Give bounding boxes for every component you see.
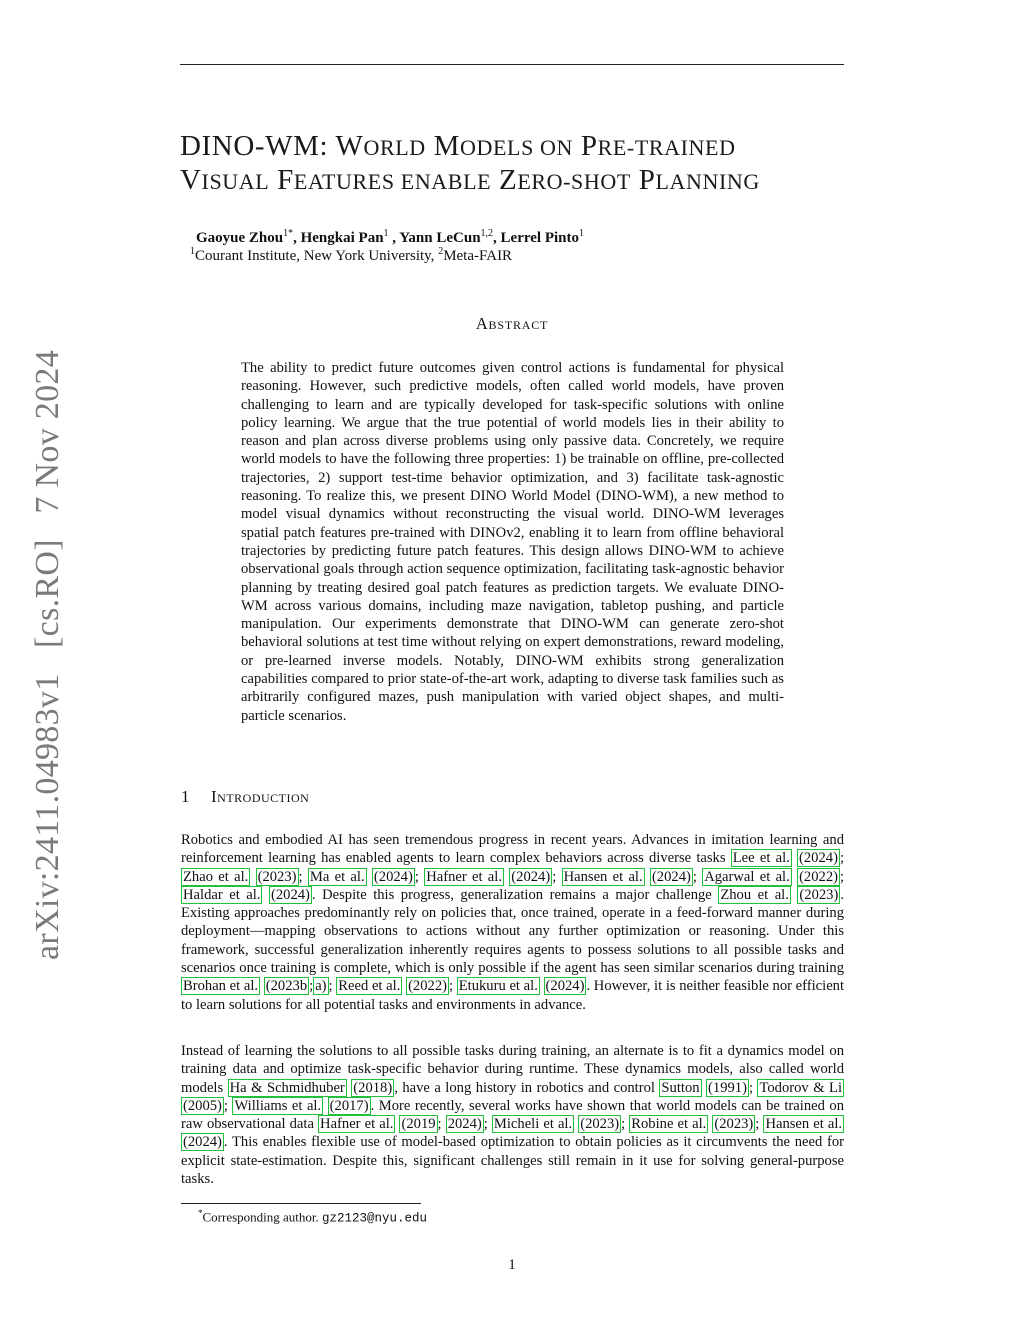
header-rule [180, 64, 844, 65]
paragraph-text: . This enables flexible use of model-based optimization to obtain policies as it circumvents the need for explicit state-estimation. Despite this, significant challenges still remain in it use for solving general-purpose tasks. [181, 1134, 844, 1188]
citation-link[interactable]: (2018) [353, 1079, 393, 1096]
arxiv-category: [cs.RO] [29, 539, 66, 648]
author-name: Lerrel Pinto [500, 230, 579, 246]
corresponding-mark: * [288, 228, 294, 239]
citation-link[interactable]: Zhao et al. [183, 868, 249, 885]
paragraph-text: . More recently, several works have shown that world models can be trained on raw observational data [181, 1097, 844, 1133]
paragraph-text: , have a long history in robotics and control [394, 1079, 660, 1096]
arxiv-stamp-container [24, 350, 72, 960]
paragraph-text: ; [552, 868, 562, 885]
citation-link[interactable]: Hansen et al. [765, 1116, 843, 1133]
paragraph-text: ; [483, 1116, 492, 1133]
author-name: Hengkai Pan [300, 230, 384, 246]
paragraph-text: Instead of learning the solutions to all possible tasks during training, an alternate is to fit a dynamics model on training data and optimize task-specific behavior during runtime. These dynamics models, also called world models [181, 1043, 844, 1096]
citation-link[interactable]: Ma et al. [309, 868, 365, 885]
paragraph-text: ; [437, 1116, 446, 1133]
intro-paragraph-2 [181, 1042, 844, 1188]
section-title: Introduction [211, 787, 310, 806]
section-heading [181, 787, 309, 807]
author-name: Yann LeCun [399, 230, 481, 246]
citation-link[interactable]: Agarwal et al. [704, 868, 790, 885]
author-name: Gaoyue Zhou [196, 230, 284, 246]
citation-link[interactable]: Haldar et al. [183, 886, 261, 903]
paragraph-text: ; [328, 978, 337, 995]
paper-title [180, 130, 860, 198]
citation-link[interactable]: Hafner et al. [426, 868, 502, 885]
citation-link[interactable]: (2017) [329, 1097, 369, 1114]
citation-link[interactable]: Zhou et al. [720, 886, 789, 903]
paragraph-text: ; [621, 1116, 630, 1133]
citation-link[interactable]: (2019 [401, 1116, 436, 1133]
citation-link[interactable]: a) [315, 978, 327, 995]
citation-link[interactable]: (1991) [708, 1079, 747, 1096]
author-list: Gaoyue Zhou$^{1*}$, Hengkai Pan$^1$ , Yann LeCun$^{1,2}$, Lerrel Pinto$^1$ [196, 228, 584, 246]
arxiv-id[interactable]: arXiv:2411.04983v1 [29, 673, 66, 960]
abstract-body: The ability to predict future outcomes given control actions is fundamental for physical reasoning. However, such predictive models, often called world models, have proven challenging to learn and are typically developed for task-specific solutions with online policy learning. We argue that the true potential of world models lies in their ability to reason and plan across diverse problems using only passive data. Concretely, we require world models to have the following three properties: 1) be trainable on offline, pre-collected trajectories, 2) support test-time behavior optimization, and 3) facilitate task-agnostic reasoning. To realize this, we present DINO World Model (DINO-WM), a new method to model visual dynamics without reconstructing the visual world. DINO-WM leverages spatial patch features pre-trained with DINOv2, enabling it to learn from offline behavioral trajectories by predicting future patch features. This design allows DINO-WM to achieve observational goals through action sequence optimization, facilitating task-agnostic behavior planning by treating desired goal patch features as prediction targets. We evaluate DINO-WM across various domains, including maze navigation, tabletop pushing, and particle manipulation. Our experiments demonstrate that DINO-WM can generate zero-shot behavioral solutions at test time without relying on expert demonstrations, reward modeling, or pre-learned inverse models. Notably, DINO-WM exhibits strong generalization capabilities compared to prior state-of-the-art work, adapting to diverse task families such as arbitrarily configured mazes, push manipulation with varied object shapes, and multi-particle scenarios. [241, 360, 784, 724]
citation-link[interactable]: (2024) [799, 850, 838, 867]
paragraph-text: . Existing approaches predominantly rely on policies that, once trained, operate in a feed-forward manner during deployment—mapping observations to actions without any further optimization or reasoning. Under this framework, successful generalization inherently requires agents to possess solutions to all possible tasks and scenarios once training is complete, which is only possible if the agent has seen similar scenarios during training [181, 886, 844, 977]
citation-link[interactable]: Hansen et al. [563, 868, 643, 885]
footnote: *Corresponding author. gz2123@nyu.edu [198, 1208, 428, 1226]
citation-link[interactable]: Brohan et al. [183, 978, 259, 995]
citation-link[interactable]: (2024) [545, 978, 585, 995]
paragraph-text: ; [839, 868, 845, 885]
affiliations: $^1$Courant Institute, New York University, $^2$Meta-FAIR [190, 246, 513, 264]
citation-link[interactable]: (2024) [651, 868, 691, 885]
intro-paragraph-1 [181, 831, 844, 1014]
citation-link[interactable]: (2024) [271, 886, 310, 903]
citation-link[interactable]: 2024) [447, 1116, 482, 1133]
paragraph-text: . Despite this progress, generalization remains a major challenge [311, 886, 719, 903]
abstract-heading: Abstract [475, 314, 549, 333]
citation-link[interactable]: (2022) [799, 868, 838, 885]
citation-link[interactable]: (2024) [183, 1134, 222, 1151]
paragraph-text [540, 978, 544, 994]
paragraph-text: ; [298, 868, 308, 885]
citation-link[interactable]: Lee et al. [732, 850, 790, 867]
citation-link[interactable]: (2023) [257, 868, 297, 885]
footnote-rule [181, 1203, 421, 1204]
paragraph-text [323, 1098, 328, 1114]
page-number: 1 [508, 1257, 516, 1273]
paragraph-text: ; [748, 1079, 758, 1096]
paragraph-text: ; [309, 978, 314, 995]
citation-link[interactable]: Robine et al. [631, 1116, 707, 1133]
citation-link[interactable]: Ha & Schmidhuber [229, 1079, 345, 1096]
citation-link[interactable]: (2024) [373, 868, 413, 885]
email-link[interactable]: gz2123@nyu.edu [322, 1211, 428, 1226]
citation-link[interactable]: Micheli et al. [493, 1116, 573, 1133]
paragraph-text: . However, it is neither feasible nor efficient to learn solutions for all potential tasks and environments in advance. [181, 978, 845, 1013]
paragraph-text [250, 869, 255, 885]
citation-link[interactable]: (2024) [511, 868, 551, 885]
citation-link[interactable]: Williams et al. [234, 1097, 322, 1114]
paragraph-text: ; [448, 978, 457, 995]
citation-link[interactable]: (2023b [265, 978, 308, 995]
citation-link[interactable]: Etukuru et al. [458, 978, 538, 995]
citation-link[interactable]: Sutton [661, 1079, 700, 1096]
paragraph-text: ; [755, 1116, 764, 1133]
citation-link[interactable]: (2005) [183, 1097, 222, 1114]
citation-link[interactable]: Hafner et al. [320, 1116, 394, 1133]
title-line-1: DINO-WM: WORLD MODELS ON PRE-TRAINED [180, 130, 736, 162]
arxiv-stamp[interactable] [24, 350, 72, 960]
section-number: 1 [181, 787, 190, 806]
paragraph-text: Robotics and embodied AI has seen tremendous progress in recent years. Advances in imitation learning and reinforcement learning has enabled agents to learn complex behaviors across diverse tasks [181, 832, 844, 867]
arxiv-date: 7 Nov 2024 [29, 350, 66, 514]
paragraph-text: ; [839, 850, 844, 867]
paragraph-text: ; [414, 868, 425, 885]
paragraph-text: ; [692, 868, 703, 885]
title-line-2: VISUAL FEATURES ENABLE ZERO-SHOT PLANNING [180, 164, 760, 196]
citation-link[interactable]: (2023) [580, 1116, 620, 1133]
citation-link[interactable]: (2023) [714, 1116, 754, 1133]
citation-link[interactable]: (2023) [799, 886, 839, 903]
citation-link[interactable]: Todorov & Li [759, 1079, 842, 1096]
citation-link[interactable]: Reed et al. [338, 978, 401, 995]
paragraph-text: ; [223, 1097, 233, 1114]
citation-link[interactable]: (2022) [408, 978, 447, 995]
